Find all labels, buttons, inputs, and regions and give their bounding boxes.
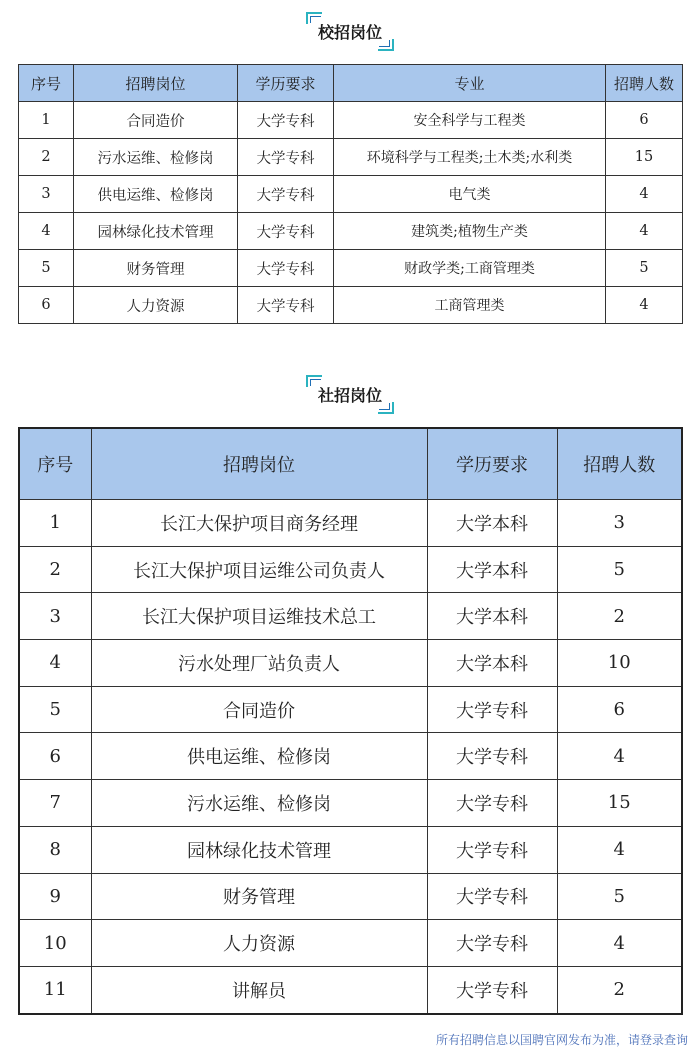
cell-position: 长江大保护项目运维公司负责人 (91, 546, 427, 593)
cell-count: 4 (606, 213, 683, 250)
cell-education: 大学专科 (238, 139, 334, 176)
cell-position: 合同造价 (74, 102, 238, 139)
cell-count: 3 (557, 500, 682, 547)
cell-index: 11 (19, 966, 91, 1013)
cell-education: 大学专科 (427, 686, 557, 733)
cell-count: 2 (557, 966, 682, 1013)
cell-count: 5 (557, 873, 682, 920)
table-row (19, 546, 682, 593)
cell-count: 6 (606, 102, 683, 139)
cell-position: 园林绿化技术管理 (91, 826, 427, 873)
table-header-row (19, 428, 682, 500)
cell-education: 大学专科 (238, 213, 334, 250)
table-row (19, 733, 682, 780)
table-row (19, 780, 682, 827)
cell-major: 电气类 (334, 176, 606, 213)
cell-position: 长江大保护项目商务经理 (91, 500, 427, 547)
cell-index: 6 (19, 287, 74, 324)
table-header-row (19, 65, 683, 102)
cell-count: 4 (606, 176, 683, 213)
cell-education: 大学专科 (427, 873, 557, 920)
table-row (19, 287, 683, 324)
cell-position: 园林绿化技术管理 (74, 213, 238, 250)
table-row (19, 102, 683, 139)
header-major: 专业 (334, 65, 606, 102)
cell-education: 大学专科 (238, 102, 334, 139)
footer-note: 所有招聘信息以国聘官网发布为准，请登录查询 (435, 1033, 688, 1047)
table-row (19, 640, 682, 687)
cell-position: 财务管理 (74, 250, 238, 287)
cell-count: 5 (606, 250, 683, 287)
cell-major: 建筑类;植物生产类 (334, 213, 606, 250)
cell-position: 财务管理 (91, 873, 427, 920)
cell-position: 供电运维、检修岗 (91, 733, 427, 780)
cell-count: 15 (557, 780, 682, 827)
campus-positions-table (18, 64, 683, 324)
cell-count: 15 (606, 139, 683, 176)
cell-education: 大学专科 (427, 733, 557, 780)
cell-position: 污水运维、检修岗 (91, 780, 427, 827)
cell-position: 污水运维、检修岗 (74, 139, 238, 176)
cell-count: 4 (557, 826, 682, 873)
cell-index: 2 (19, 546, 91, 593)
cell-education: 大学专科 (427, 826, 557, 873)
cell-major: 安全科学与工程类 (334, 102, 606, 139)
cell-major: 工商管理类 (334, 287, 606, 324)
table-row (19, 873, 682, 920)
social-positions-table (18, 427, 683, 1015)
cell-index: 3 (19, 176, 74, 213)
cell-education: 大学专科 (427, 920, 557, 967)
header-education: 学历要求 (238, 65, 334, 102)
header-position: 招聘岗位 (74, 65, 238, 102)
cell-position: 合同造价 (91, 686, 427, 733)
cell-education: 大学专科 (427, 780, 557, 827)
cell-count: 4 (557, 920, 682, 967)
header-position: 招聘岗位 (91, 428, 427, 500)
table-row (19, 966, 682, 1013)
cell-major: 财政学类;工商管理类 (334, 250, 606, 287)
table-row (19, 176, 683, 213)
table-row (19, 593, 682, 640)
campus-title-text: 校招岗位 (317, 23, 382, 42)
cell-index: 5 (19, 686, 91, 733)
cell-position: 人力资源 (74, 287, 238, 324)
campus-section-title (0, 18, 700, 45)
cell-index: 4 (19, 640, 91, 687)
cell-index: 3 (19, 593, 91, 640)
cell-index: 1 (19, 500, 91, 547)
cell-position: 污水处理厂站负责人 (91, 640, 427, 687)
header-count: 招聘人数 (557, 428, 682, 500)
cell-education: 大学专科 (238, 287, 334, 324)
cell-position: 长江大保护项目运维技术总工 (91, 593, 427, 640)
cell-education: 大学本科 (427, 640, 557, 687)
cell-index: 2 (19, 139, 74, 176)
cell-position: 供电运维、检修岗 (74, 176, 238, 213)
social-title-text: 社招岗位 (317, 386, 382, 405)
social-section-title (0, 381, 700, 408)
cell-education: 大学本科 (427, 546, 557, 593)
cell-education: 大学专科 (427, 966, 557, 1013)
cell-index: 1 (19, 102, 74, 139)
table-row (19, 500, 682, 547)
cell-count: 6 (557, 686, 682, 733)
cell-education: 大学本科 (427, 500, 557, 547)
cell-count: 5 (557, 546, 682, 593)
header-index: 序号 (19, 428, 91, 500)
cell-position: 讲解员 (91, 966, 427, 1013)
cell-education: 大学专科 (238, 250, 334, 287)
cell-index: 7 (19, 780, 91, 827)
cell-education: 大学专科 (238, 176, 334, 213)
cell-position: 人力资源 (91, 920, 427, 967)
cell-education: 大学本科 (427, 593, 557, 640)
cell-count: 2 (557, 593, 682, 640)
cell-index: 5 (19, 250, 74, 287)
cell-count: 10 (557, 640, 682, 687)
cell-count: 4 (557, 733, 682, 780)
cell-index: 6 (19, 733, 91, 780)
header-education: 学历要求 (427, 428, 557, 500)
table-row (19, 213, 683, 250)
cell-index: 8 (19, 826, 91, 873)
header-count: 招聘人数 (606, 65, 683, 102)
table-row (19, 139, 683, 176)
table-row (19, 686, 682, 733)
cell-index: 4 (19, 213, 74, 250)
cell-index: 10 (19, 920, 91, 967)
header-index: 序号 (19, 65, 74, 102)
cell-index: 9 (19, 873, 91, 920)
cell-count: 4 (606, 287, 683, 324)
cell-major: 环境科学与工程类;土木类;水利类 (334, 139, 606, 176)
table-row (19, 250, 683, 287)
table-row (19, 920, 682, 967)
table-row (19, 826, 682, 873)
